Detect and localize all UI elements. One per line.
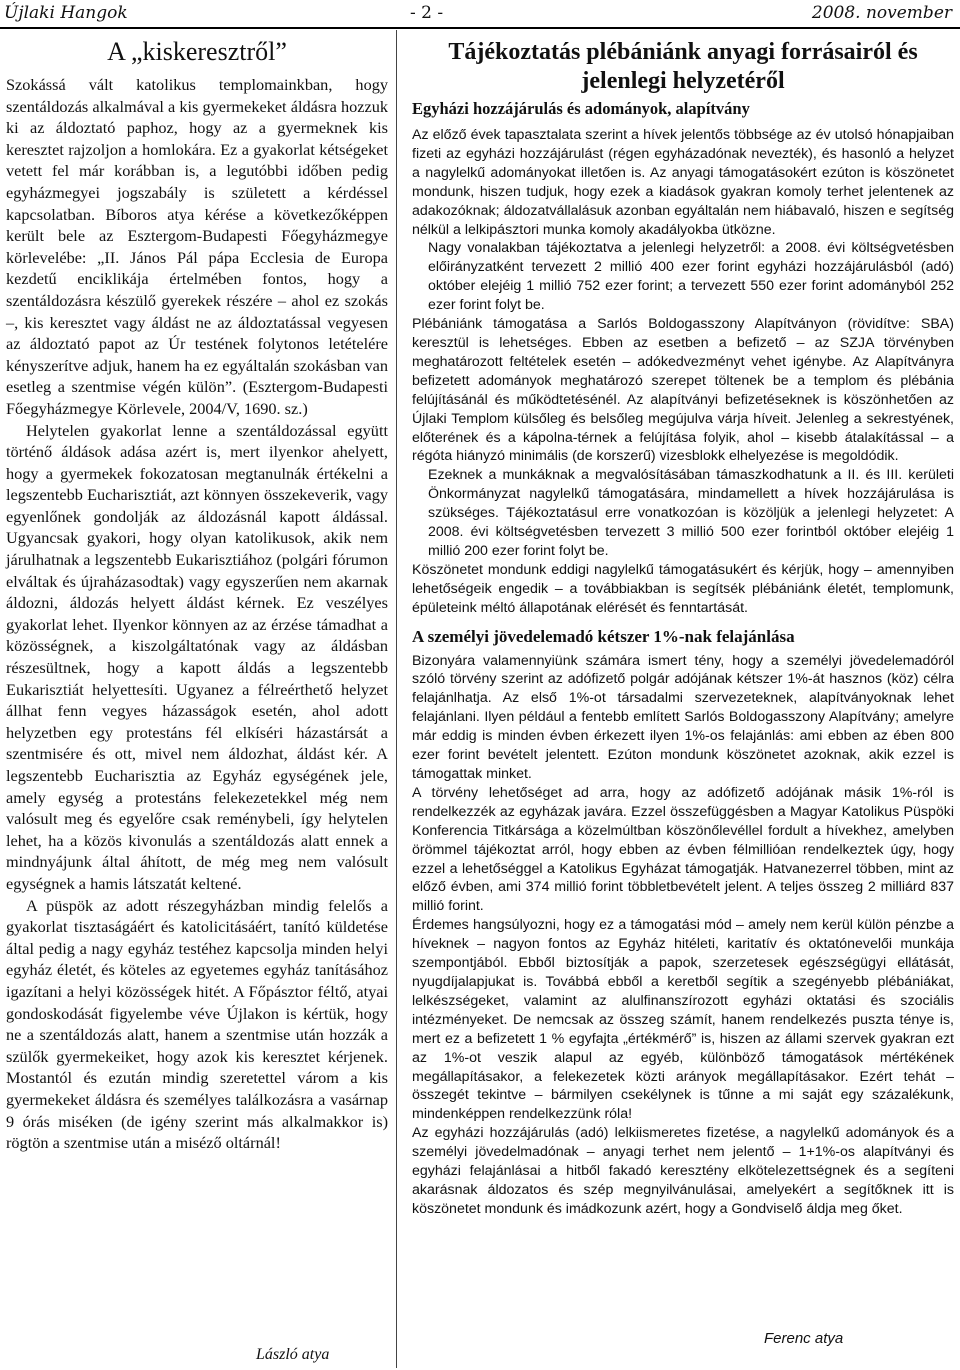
section-paragraph: Érdemes hangsúlyozni, hogy ez a támogatási mód – amely nem kerül külön pénzbe a híveknek – nagyon fontos az Egyház hitéleti, karitatív és oktatónevelői munkája szempontjából. Ebből biztosítják a papok, szerzetesek egészségügyi ellátását, nyugdíjalapjukat is. Továbbá ebből a keretből segítik a szegényebb plébániákat, lelkészségeket, valamint az alulfinanszírozott egyházi oktatási és szociális intézményeket. De nemcsak az összeg számít, hanem rendelkezés puszta ténye is, mert ez a befizetett 1 % egyfajta „értékmérő” is, hiszen az állami szervek gyakran ezt az 1%-ot veszik alapul az egyéb, különböző támogatások mértékének megállapításakor, a felekezetek közti arányok megállapításakor. Ezért tehát – összegét tekintve – bármilyen csekélynek is tűnne a mi saját egy százalékunk, mindenképpen rendelkezzünk róla!: [412, 917, 954, 1123]
right-paragraph: Köszönetet mondunk eddigi nagylelkű támogatásukért és kérjük, hogy – amennyiben lehetőségeik engedik – a továbbiakban is segítsék plébániánk életét, templomunk, épületeink méltó állapotának elérését és fenntartását.: [412, 561, 954, 616]
right-paragraph: Plébániánk támogatása a Sarlós Boldogasszony Alapítványon (rövidítve: SBA) keresztül is lehetséges. Ebben az esetben a befizető – az SZJA törvényben meghatározott feltételek esetén – adókedvezményt vehet igénybe. Az Alapítványra befizetett adományok meghatározó szerepet töltenek be a templom és plébánia felújításánál és működtetésénél. Az alapítványi befizetéseknek is köszönhetően az Újlaki Templom külsőleg és belsőleg megújulva várja híveit. Jelenleg a sekrestyének, előterének és a kápolna-térnek a felújítása folyik, ahol – kisebb átalakítással – a régóta hiányzó minimális (de korszerű) vizesblokk elhelyezése is megoldódik.: [412, 316, 954, 465]
left-article: [6, 36, 388, 1154]
right-article: [412, 38, 954, 1219]
section-paragraph: Az egyházi hozzájárulás (adó) lelkiismeretes fizetése, a nagylelkű adományok és a személyi jövedelmadónak – anyagi terhet nem jelentő – 1+1%-os alapítványi és egyházi felajánlásai a hitből fakadó keresztény elkötelezettségnek és a segíteni akarásnak áldozatos és szép megnyilvánulásai, amelyekért a segítőknek itt is köszönetet mondunk és imádkozunk azért, hogy a Gondviselő áldja meg őket.: [412, 1125, 954, 1217]
section-paragraph: Bizonyára valamennyiünk számára ismert tény, hogy a személyi jövedelemadóról szóló törvény szerint az adófizető polgár adójának kétszer 1%-át hasznos (köz) célra felajánlhatja. Az első 1%-ot társadalmi szervezeteknek, alapítványoknak lehet felajánlani. Ilyen például a fentebb említett Sarlós Boldogasszony Alapítvány; amelyre már eddig is minden évben érkezett ilyen 1%-os felajánlás: ami ebben az ében 800 ezer forint bevételt jelentett. Ezúton mondunk köszönetet azoknak, akik ezzel is támogattak minket.: [412, 652, 954, 782]
right-article-signature: Ferenc atya: [764, 1330, 844, 1347]
right-article-subtitle: Egyházi hozzájárulás és adományok, alapítvány: [412, 99, 750, 118]
section-paragraph: A törvény lehetőséget ad arra, hogy az adófizető adójának másik 1%-ról is rendelkezzék az egyházak javára. Ezzel összefüggésben a Magyar Katolikus Püspöki Konferencia Titkársága a közelmúltban köszönőlevéllel fordult a hívekhez, amelyben örömmel tájékoztat arról, hogy ebben az évben félmillióan rendelkeztek úgy, hogy ezzel a lehetőséggel a Katolikus Egyházat támogatják. Hatvanezerrel többen, mint az előző évben, ami 374 millió forint többletbevételt jelent. A teljes összeg 2 milliárd 837 millió forint.: [412, 784, 954, 915]
issue-date: 2008. november: [811, 3, 952, 23]
header-divider: [0, 27, 960, 29]
right-paragraph: Ezeknek a munkáknak a megvalósításában támaszkodhatunk a II. és III. kerületi Önkormányzat nagylelkű támogatására, mindamellett a hívek hozzájárulása is szükséges. Tájékoztatásul erre vonatkozóan is közöljük a jelenlegi helyzetet: A 2008. évi költségvetésben tervezett 3 millió 500 ezer forintból október elejéig 1 millió 200 ezer forint folyt be.: [428, 467, 954, 559]
left-paragraph: Szokássá vált katolikus templomainkban, hogy szentáldozás alkalmával a kis gyermekeket áldásra hozzuk ki az áldoztató paphoz, hogy az a gyermeknek kis keresztet rajzoljon a homlokára. Ez a gyakorlat kétségeket vetett fel már korábban is, a legutóbbi időben pedig egyházmegyei jogszabály is született a kérdéssel kapcsolatban. Bíboros atya kérése a következőképpen került bele az Esztergom-Budapesti Főegyházmegye körlevelébe: „II. János Pál pápa Ecclesia de Europa kezdetű enciklikája értelmében fontos, hogy a szentáldozásra készülő gyerekek részére – ahol ez szokás –, kis keresztet vagy áldást ne az áldoztatással vegyesen az áldoztató papot az Úr testének folytonos letételére kényszerítve adjuk, hanem ha ez egyáltalán szokásban van esetleg a szentmise végén külön”. (Esztergom-Budapesti Főegyházmegye Körlevele, 2004/V, 1690. sz.): [6, 75, 388, 418]
page-header: [0, 0, 960, 26]
left-article-signature: László atya: [256, 1346, 330, 1363]
page-number: - 2 -: [410, 3, 444, 23]
right-paragraph: Az előző évek tapasztalata szerint a hívek jelentős többsége az év utolsó hónapjaiban fizeti az egyházi hozzájárulást (régen egyházadónak nevezték), és hasonló a helyzet a nagylelkű adományokat illetően is. Az anyagi támogatásokért ezúton is köszönetet mondunk, hiszen tudjuk, hogy ezek a kiadások gyakran komoly terhet jelentenek az adakozóknak; áldozatvállalásuk azonban egyáltalán nem hiábavaló, hiszen e segítség nélkül a lelkipásztori munka komoly akadályokba ütközne.: [412, 127, 954, 238]
publication-name: Újlaki Hangok: [4, 3, 128, 23]
column-divider: [396, 30, 397, 1368]
left-paragraph: A püspök az adott részegyházban mindig felelős a gyakorlat tisztaságáért és katolicitásáért, tanító küldetése által pedig a nagy egyház testéhez kapcsolja minden helyi egyház életét, és köteles az egyetemes egyház tanításához igazítani a helyi közösségek hitét. A Főpásztor féltő, atyai gondoskodását figyelembe véve Újlakon is kértük, hogy ne a szentáldozás alatt, hanem a szentmise után hozzák a szülők gyermekeiket, hogy azok kis keresztet kérjenek. Mostantól és ezután mindig szeretettel várom a kis gyermekeket áldásra és személyes találkozásra a vasárnap 9 órás miséken (de igény szerint más alkalmakkor is) rögtön a szentmise után a miséző oltárnál!: [6, 895, 388, 1153]
left-article-title: A „kiskeresztről”: [107, 37, 287, 66]
section-heading: A személyi jövedelemadó kétszer 1%-nak felajánlása: [412, 626, 795, 646]
right-paragraph: Nagy vonalakban tájékoztatva a jelenlegi helyzetről: a 2008. évi költségvetésben előirányzatként tervezett 2 millió 400 ezer forint egyházi hozzájárulásból (adó) október elejéig 1 millió 752 ezer forint; a tervezett 550 ezer forint adományból 252 ezer forint folyt be.: [428, 240, 954, 314]
right-article-title: Tájékoztatás plébániánk anyagi forrásairól és jelenlegi helyzetéről: [448, 39, 918, 94]
left-paragraph: Helytelen gyakorlat lenne a szentáldozással együtt történő áldások adása azért is, mert ilyenkor ahelyett, hogy a gyermekek fokozatosan megtanulnák értékelni a legszentebb Eucharisztiát, azt könnyen összekeverik, vagy egyenlőnek gondolják az áldozásnál kapott áldással. Ugyancsak gyakori, hogy olyan katolikusok, akik nem járulhatnak a legszentebb Eukarisztiához (polgári fórumon elváltak és újraházasodtak) vagy egyszerűen nem akarnak áldozni, áldozás helyett áldást kérnek. Ez veszélyes gyakorlat lehet. Ilyenkor könnyen az az érzése támadhat a közösségnek, a kiszolgáltatónak vagy az áldásban részesültnek, hogy a kapott áldás a legszentebb Eukarisztiát helyettesíti. Ugyanez a félreérthető helyzet állhat fenn vegyes házasságok esetén, ahol adott helyzetben egy protestáns fél elkíséri házastársát a szentmisére és ott, mivel nem áldozhat, áldást kér. A legszentebb Eucharisztia az Egyház egységének jele, amely egység a protestáns felekezetekkel még nem valósult meg és egyelőre csak reménybeli, így helytelen lehet, ha a közös kivonulás a szentáldozás alatt ennek a mindnyájunk által áhított, de még meg nem valósult egységnek a hamis látszatát keltené.: [6, 420, 389, 893]
